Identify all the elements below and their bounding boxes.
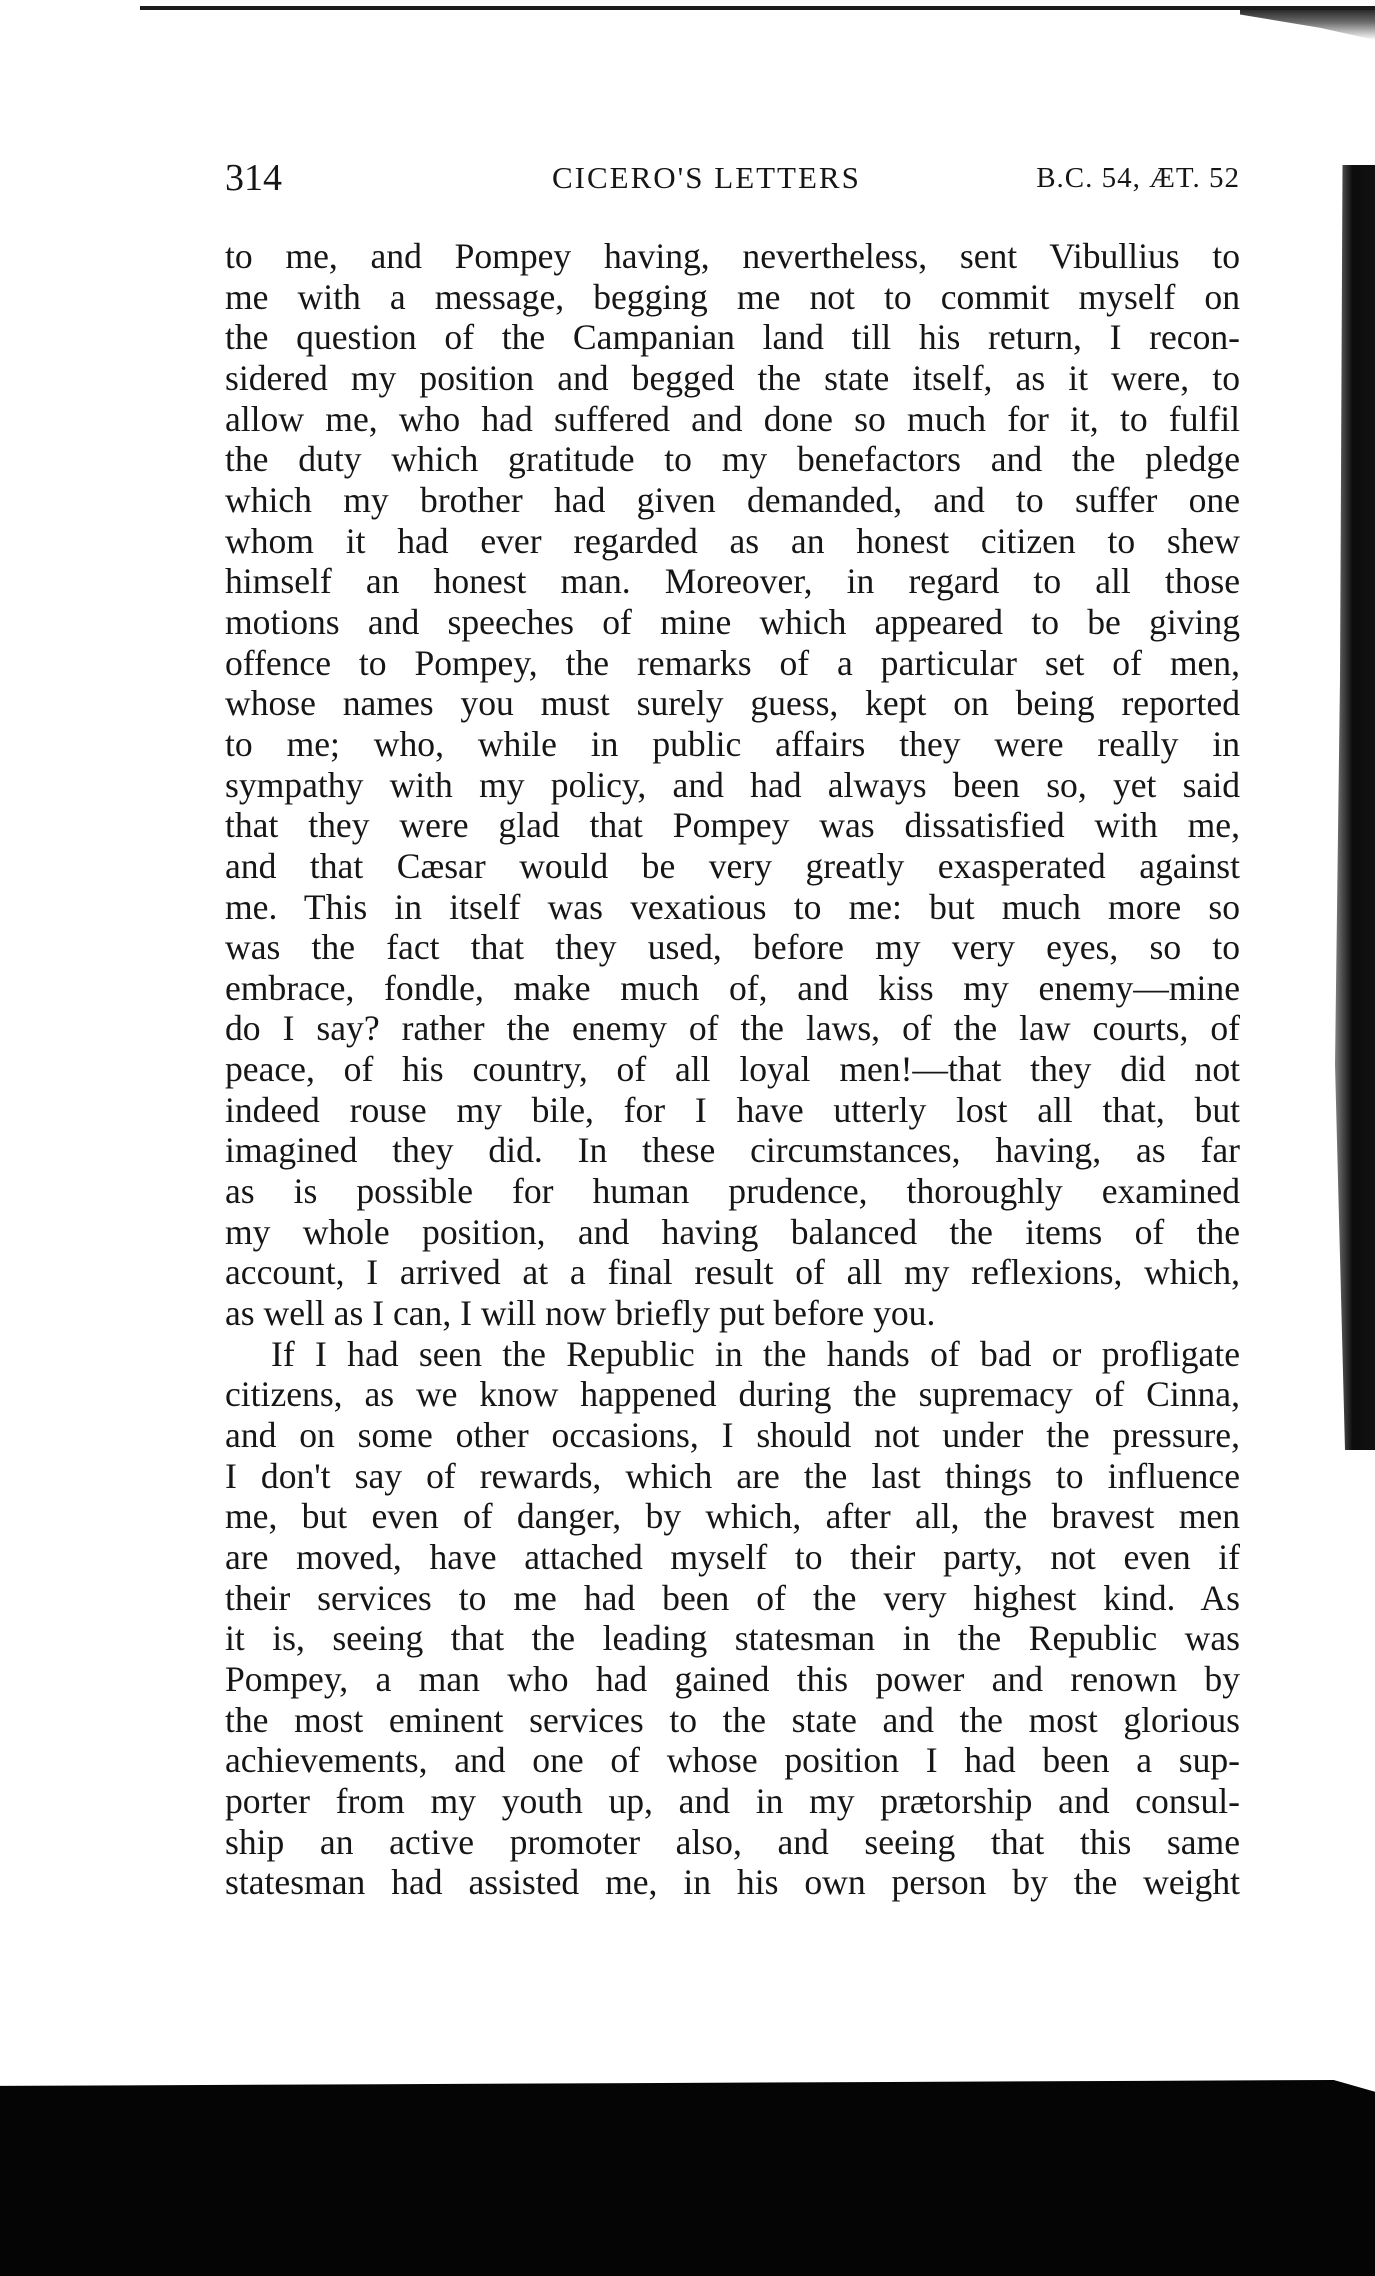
- text-line: whose names you must surely guess, kept on being reported: [225, 683, 1240, 724]
- date-note: B.C. 54, ÆT. 52: [1036, 162, 1240, 194]
- text-line: Pompey, a man who had gained this power and renown by: [225, 1658, 1240, 1699]
- text-line: indeed rouse my bile, for I have utterly lost all that, but: [225, 1089, 1240, 1130]
- text-line: himself an honest man. Moreover, in regard to all those: [225, 561, 1240, 602]
- text-line: the duty which gratitude to my benefactors and the pledge: [225, 439, 1240, 480]
- text-line: imagined they did. In these circumstances, having, as far: [225, 1130, 1240, 1171]
- text-line: to me, and Pompey having, nevertheless, sent Vibullius to: [225, 236, 1240, 276]
- text-line: and that Cæsar would be very greatly exasperated against: [225, 845, 1240, 886]
- top-edge-rule: [140, 6, 1375, 10]
- scan-bottom-shadow: [0, 2080, 1375, 2276]
- text-line: to me; who, while in public affairs they were really in: [225, 723, 1240, 764]
- page-binding-edge: [1325, 165, 1375, 1450]
- text-line: allow me, who had suffered and done so much for it, to fulfil: [225, 398, 1240, 439]
- text-line: porter from my youth up, and in my prætorship and consul-: [225, 1780, 1240, 1821]
- text-line: my whole position, and having balanced the items of the: [225, 1211, 1240, 1252]
- text-line: me, but even of danger, by which, after all, the bravest men: [225, 1496, 1240, 1537]
- text-line: are moved, have attached myself to their party, not even if: [225, 1537, 1240, 1577]
- text-line: which my brother had given demanded, and to suffer one: [225, 479, 1240, 520]
- text-line: me. This in itself was vexatious to me: but much more so: [225, 886, 1240, 927]
- text-line: If I had seen the Republic in the hands of bad or profligate: [271, 1333, 1240, 1374]
- text-line: whom it had ever regarded as an honest citizen to shew: [225, 520, 1240, 561]
- page-number: 314: [225, 157, 282, 199]
- text-line: statesman had assisted me, in his own person by the weight: [225, 1862, 1240, 1903]
- text-line: offence to Pompey, the remarks of a particular set of men,: [225, 642, 1240, 683]
- text-line: as well as I can, I will now briefly put before you.: [225, 1293, 936, 1334]
- text-line: and on some other occasions, I should not under the pressure,: [225, 1415, 1240, 1456]
- text-line: achievements, and one of whose position I had been a sup-: [225, 1740, 1240, 1781]
- text-line: account, I arrived at a final result of all my reflexions, which,: [225, 1252, 1240, 1293]
- text-line: their services to me had been of the very highest kind. As: [225, 1577, 1240, 1618]
- text-line: ship an active promoter also, and seeing that this same: [225, 1821, 1240, 1862]
- text-line: peace, of his country, of all loyal men!—that they did not: [225, 1049, 1240, 1090]
- text-line: sidered my position and begged the state itself, as it were, to: [225, 357, 1240, 398]
- text-line: it is, seeing that the leading statesman in the Republic was: [225, 1618, 1240, 1659]
- top-edge-shadow: [1240, 10, 1375, 40]
- text-line: as is possible for human prudence, thoroughly examined: [225, 1171, 1240, 1212]
- text-line: motions and speeches of mine which appeared to be giving: [225, 601, 1240, 642]
- text-line: sympathy with my policy, and had always been so, yet said: [225, 764, 1240, 805]
- running-title: CICERO'S LETTERS: [552, 160, 861, 195]
- text-line: citizens, as we know happened during the supremacy of Cinna,: [225, 1374, 1240, 1415]
- text-line: was the fact that they used, before my very eyes, so to: [225, 927, 1240, 968]
- paragraph-2: [225, 1334, 1240, 1903]
- text-line: embrace, fondle, make much of, and kiss my enemy—mine: [225, 967, 1240, 1008]
- text-line: do I say? rather the enemy of the laws, of the law courts, of: [225, 1008, 1240, 1049]
- text-line: me with a message, begging me not to commit myself on: [225, 276, 1240, 317]
- page-header: [225, 155, 1240, 201]
- text-line: that they were glad that Pompey was dissatisfied with me,: [225, 805, 1240, 846]
- text-line: the question of the Campanian land till his return, I recon-: [225, 317, 1240, 358]
- text-line: the most eminent services to the state and the most glorious: [225, 1699, 1240, 1740]
- page-body: [225, 236, 1240, 1903]
- paragraph-1: [225, 236, 1240, 1334]
- text-line: I don't say of rewards, which are the last things to influence: [225, 1455, 1240, 1496]
